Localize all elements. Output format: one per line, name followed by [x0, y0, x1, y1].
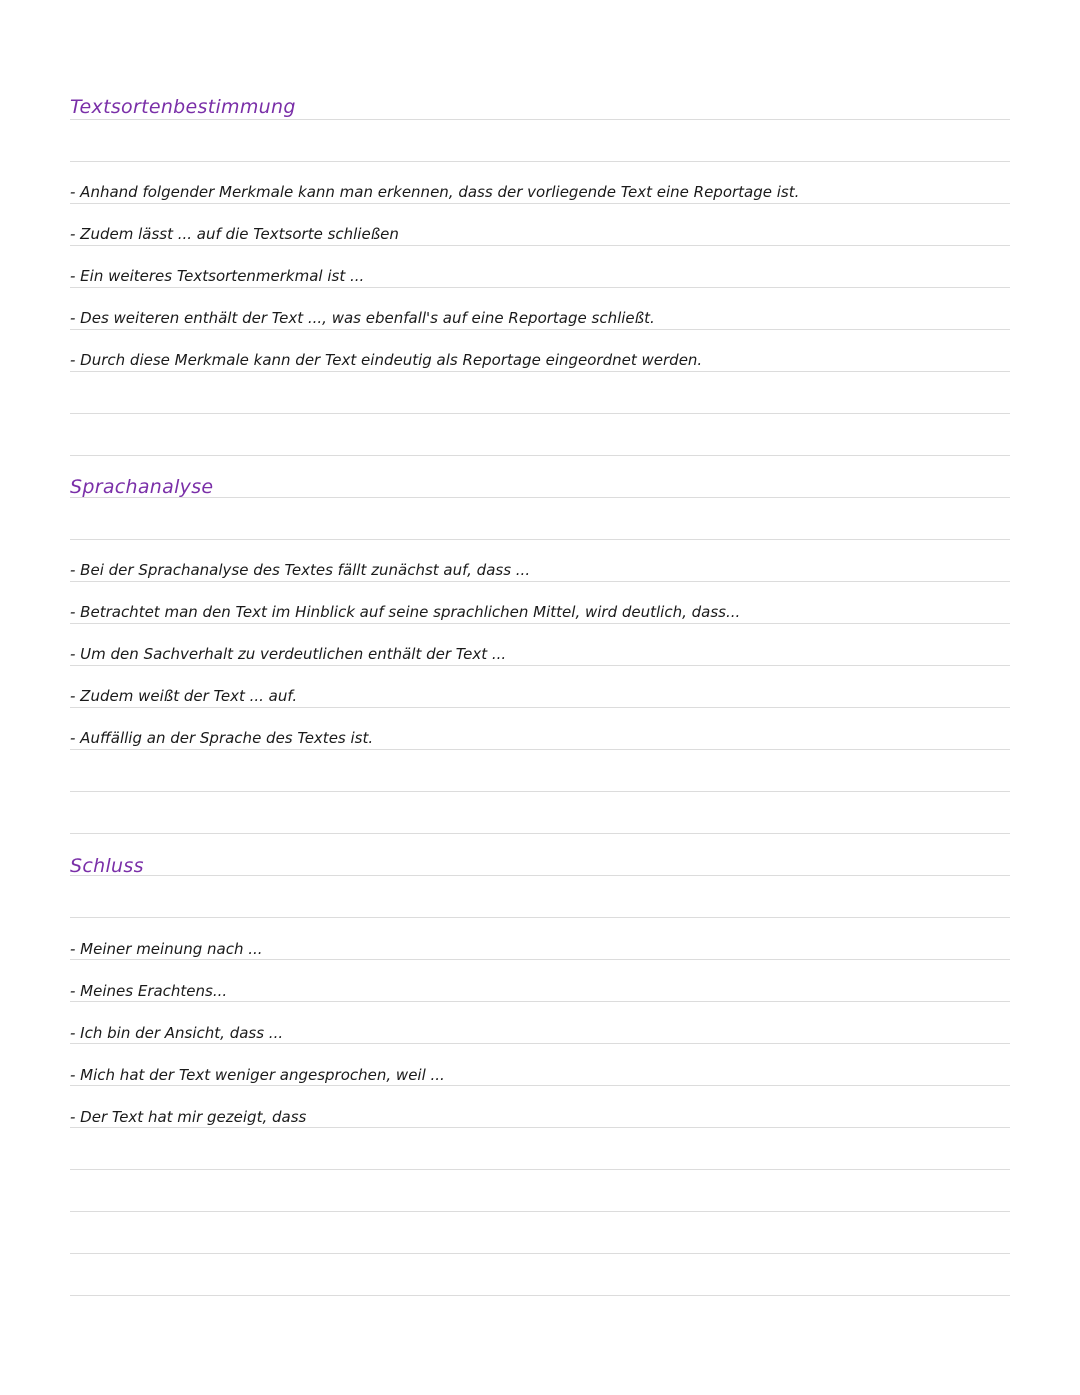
list-item: - Meines Erachtens... — [70, 982, 228, 1000]
ruled-line — [70, 1295, 1010, 1296]
ruled-line — [70, 917, 1010, 918]
list-item: - Der Text hat mir gezeigt, dass — [70, 1108, 307, 1126]
ruled-line — [70, 791, 1010, 792]
list-item: - Zudem lässt ... auf die Textsorte schließen — [70, 225, 399, 243]
section-heading-textsortenbestimmung: Textsortenbestimmung — [70, 96, 296, 118]
ruled-line — [70, 371, 1010, 372]
ruled-line — [70, 203, 1010, 204]
ruled-line — [70, 623, 1010, 624]
ruled-line — [70, 665, 1010, 666]
list-item: - Anhand folgender Merkmale kann man erkennen, dass der vorliegende Text eine Reportage ist. — [70, 183, 800, 201]
ruled-line — [70, 833, 1010, 834]
list-item: - Meiner meinung nach ... — [70, 940, 263, 958]
ruled-line — [70, 245, 1010, 246]
ruled-line — [70, 959, 1010, 960]
list-item: - Ein weiteres Textsortenmerkmal ist ... — [70, 267, 365, 285]
list-item: - Auffällig an der Sprache des Textes ist. — [70, 729, 374, 747]
ruled-line — [70, 329, 1010, 330]
list-item: - Mich hat der Text weniger angesprochen, weil ... — [70, 1066, 445, 1084]
ruled-line — [70, 539, 1010, 540]
list-item: - Betrachtet man den Text im Hinblick auf seine sprachlichen Mittel, wird deutlich, dass... — [70, 603, 741, 621]
ruled-line — [70, 749, 1010, 750]
ruled-line — [70, 1169, 1010, 1170]
ruled-line — [70, 1127, 1010, 1128]
ruled-line — [70, 1085, 1010, 1086]
ruled-line — [70, 1211, 1010, 1212]
list-item: - Zudem weißt der Text ... auf. — [70, 687, 298, 705]
section-heading-sprachanalyse: Sprachanalyse — [70, 476, 214, 498]
ruled-line — [70, 161, 1010, 162]
ruled-line — [70, 875, 1010, 876]
list-item: - Bei der Sprachanalyse des Textes fällt zunächst auf, dass ... — [70, 561, 531, 579]
ruled-line — [70, 581, 1010, 582]
list-item: - Um den Sachverhalt zu verdeutlichen enthält der Text ... — [70, 645, 507, 663]
list-item: - Des weiteren enthält der Text ..., was ebenfall's auf eine Reportage schließt. — [70, 309, 655, 327]
ruled-line — [70, 413, 1010, 414]
ruled-line — [70, 1043, 1010, 1044]
ruled-line — [70, 287, 1010, 288]
ruled-line — [70, 1253, 1010, 1254]
list-item: - Durch diese Merkmale kann der Text eindeutig als Reportage eingeordnet werden. — [70, 351, 703, 369]
ruled-line — [70, 119, 1010, 120]
ruled-line — [70, 455, 1010, 456]
list-item: - Ich bin der Ansicht, dass ... — [70, 1024, 284, 1042]
ruled-line — [70, 1001, 1010, 1002]
ruled-line — [70, 707, 1010, 708]
section-heading-schluss: Schluss — [70, 855, 144, 877]
